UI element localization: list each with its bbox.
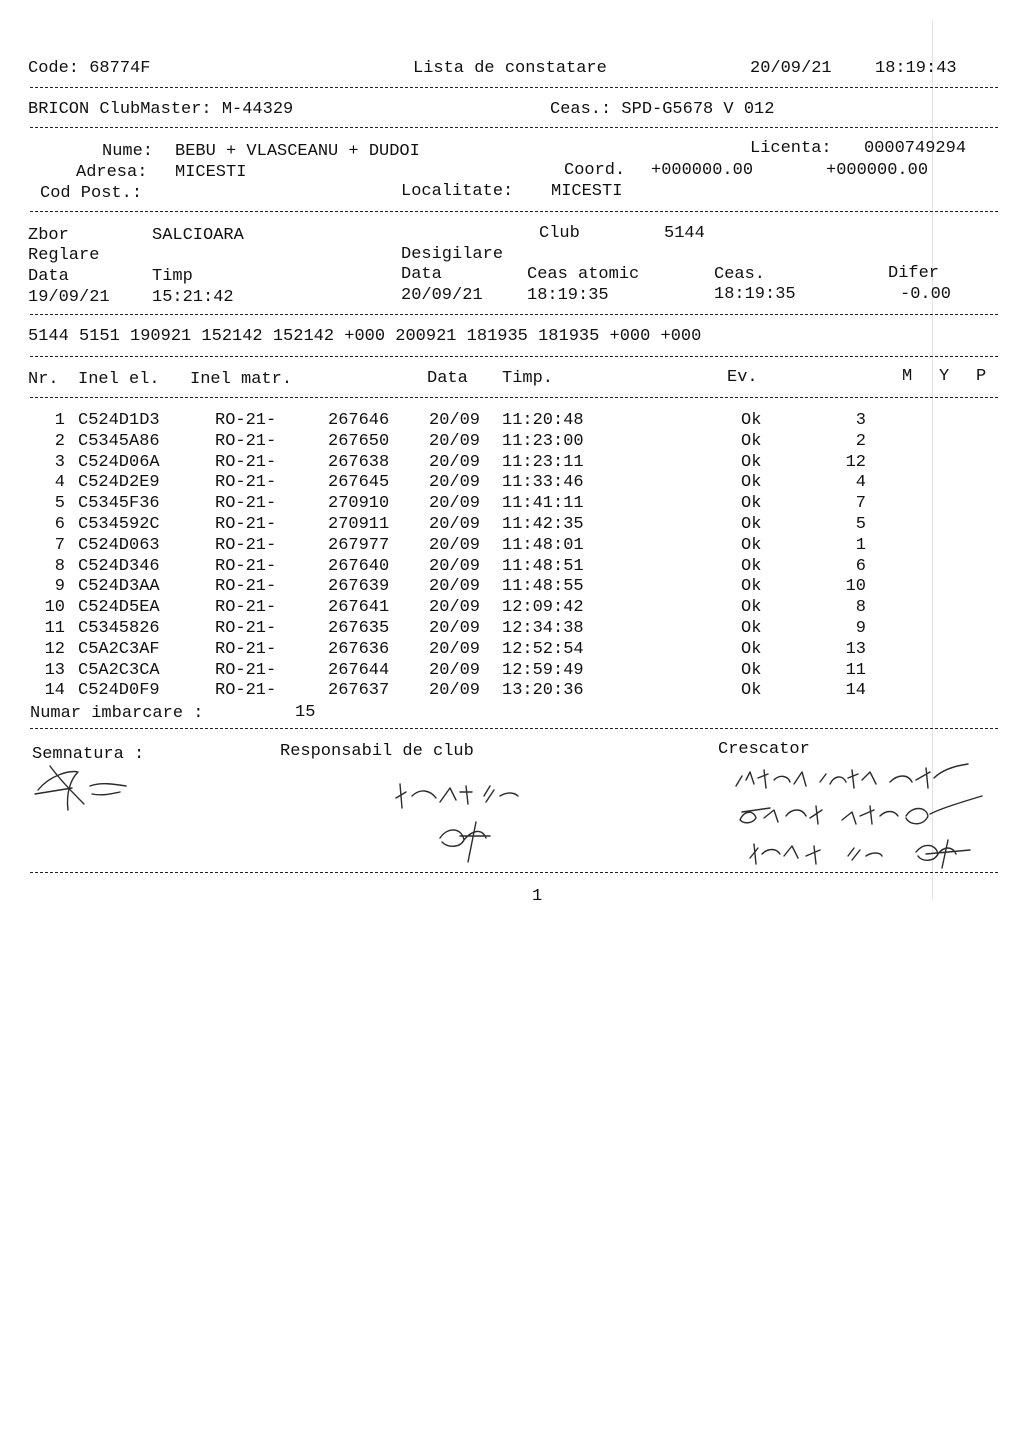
flight-name: SALCIOARA (152, 226, 244, 245)
data-label: Data (28, 267, 69, 286)
row-ring-electronic: C524D1D3 (78, 411, 160, 430)
row-position: 8 (855, 598, 866, 618)
timp-label: Timp (152, 267, 193, 286)
page-number: 1 (532, 887, 543, 906)
row-ring-electronic: C5345A86 (78, 431, 160, 451)
row-event: Ok (741, 473, 762, 493)
difference-value: -0.00 (900, 285, 952, 304)
table-row (0, 557, 1024, 578)
zbor-label: Zbor (28, 226, 69, 245)
row-nr: 12 (44, 639, 65, 659)
row-time: 12:09:42 (502, 598, 584, 618)
row-ring-prefix: RO-21- (215, 411, 277, 430)
reglare-date: 19/09/21 (28, 288, 110, 307)
data-label-2: Data (401, 265, 442, 284)
row-event: Ok (741, 577, 762, 597)
row-position: 9 (855, 619, 866, 638)
row-position: 10 (845, 577, 866, 597)
table-row (0, 494, 1024, 515)
row-ring-number: 267639 (328, 577, 390, 597)
row-nr: 14 (44, 681, 65, 701)
row-ring-number: 267646 (328, 411, 390, 430)
row-date: 20/09 (429, 431, 481, 451)
row-date: 20/09 (429, 598, 481, 618)
row-ring-electronic: C524D063 (78, 535, 160, 555)
row-ring-number: 270910 (328, 494, 390, 514)
row-nr: 4 (54, 473, 65, 493)
row-ring-electronic: C5A2C3AF (78, 639, 160, 659)
row-ring-prefix: RO-21- (215, 639, 277, 659)
print-date: 20/09/21 (750, 59, 832, 78)
clock-id: Ceas.: SPD-G5678 V 012 (550, 100, 775, 119)
table-row (0, 453, 1024, 474)
row-time: 11:41:11 (502, 494, 584, 514)
col-p: P (976, 367, 987, 386)
table-row (0, 577, 1024, 598)
col-data: Data (427, 369, 468, 388)
row-time: 12:52:54 (502, 639, 584, 659)
coord-lon: +000000.00 (826, 161, 929, 180)
difference-label: Difer (888, 264, 940, 283)
row-date: 20/09 (429, 556, 481, 576)
row-position: 3 (855, 411, 866, 430)
table-row (0, 536, 1024, 557)
row-ring-number: 267645 (328, 473, 390, 493)
row-date: 20/09 (429, 619, 481, 638)
divider (30, 127, 998, 128)
row-date: 20/09 (429, 660, 481, 680)
clubmaster-id: BRICON ClubMaster: M-44329 (28, 100, 294, 119)
row-ring-prefix: RO-21- (215, 660, 277, 680)
row-time: 11:23:00 (502, 431, 584, 451)
atomic-clock-label: Ceas atomic (527, 265, 640, 284)
signature-label: Semnatura : (32, 745, 145, 764)
row-ring-number: 267636 (328, 639, 390, 659)
row-event: Ok (741, 431, 762, 451)
row-date: 20/09 (429, 452, 481, 472)
row-ring-number: 267640 (328, 556, 390, 576)
table-row (0, 432, 1024, 453)
atomic-time: 18:19:35 (527, 286, 609, 305)
postcode-label: Cod Post.: (40, 184, 143, 203)
print-time: 18:19:43 (875, 59, 957, 78)
row-date: 20/09 (429, 577, 481, 597)
row-event: Ok (741, 556, 762, 576)
locality: MICESTI (551, 182, 623, 201)
club-responsible-label: Responsabil de club (280, 742, 474, 761)
row-date: 20/09 (429, 494, 481, 514)
row-nr: 10 (44, 598, 65, 618)
col-y: Y (939, 367, 950, 386)
row-ring-electronic: C524D5EA (78, 598, 160, 618)
table-row (0, 681, 1024, 702)
row-position: 4 (855, 473, 866, 493)
row-nr: 2 (54, 431, 65, 451)
table-row (0, 640, 1024, 661)
reglare-label: Reglare (28, 246, 100, 265)
locality-label: Localitate: (401, 182, 514, 201)
row-nr: 7 (54, 535, 65, 555)
row-event: Ok (741, 535, 762, 555)
desigilare-label: Desigilare (401, 245, 504, 264)
divider (30, 872, 998, 873)
row-time: 11:48:01 (502, 535, 584, 555)
license-label: Licenta: (750, 139, 832, 158)
row-date: 20/09 (429, 473, 481, 493)
row-time: 11:20:48 (502, 411, 584, 430)
row-ring-number: 267644 (328, 660, 390, 680)
row-ring-electronic: C524D0F9 (78, 681, 160, 701)
row-event: Ok (741, 411, 762, 430)
owner-name: BEBU + VLASCEANU + DUDOI (175, 142, 420, 161)
row-event: Ok (741, 619, 762, 638)
row-ring-prefix: RO-21- (215, 598, 277, 618)
divider (30, 356, 998, 357)
row-event: Ok (741, 681, 762, 701)
row-event: Ok (741, 452, 762, 472)
row-ring-prefix: RO-21- (215, 473, 277, 493)
breeder-label: Crescator (718, 740, 810, 759)
divider (30, 397, 998, 398)
row-ring-prefix: RO-21- (215, 556, 277, 576)
row-ring-prefix: RO-21- (215, 452, 277, 472)
coord-lat: +000000.00 (651, 161, 754, 180)
row-ring-number: 267638 (328, 452, 390, 472)
owner-address: MICESTI (175, 163, 247, 182)
signature-scrawl (30, 760, 140, 820)
row-nr: 3 (54, 452, 65, 472)
row-ring-number: 267650 (328, 431, 390, 451)
row-time: 12:34:38 (502, 619, 584, 638)
row-event: Ok (741, 660, 762, 680)
club-label: Club (539, 224, 580, 243)
row-ring-prefix: RO-21- (215, 619, 277, 638)
row-date: 20/09 (429, 515, 481, 534)
club-responsible-signature (390, 778, 550, 868)
row-ring-number: 267635 (328, 619, 390, 638)
col-timp: Timp. (502, 369, 554, 388)
row-ring-prefix: RO-21- (215, 494, 277, 514)
row-ring-number: 270911 (328, 515, 390, 534)
row-date: 20/09 (429, 681, 481, 701)
boarding-count: 15 (295, 703, 316, 722)
col-ev: Ev. (727, 368, 758, 387)
row-nr: 1 (54, 411, 65, 430)
row-time: 11:23:11 (502, 452, 584, 472)
row-nr: 8 (54, 556, 65, 576)
col-m: M (902, 367, 913, 386)
col-nr: Nr. (28, 370, 59, 389)
row-time: 12:59:49 (502, 660, 584, 680)
table-row (0, 619, 1024, 640)
divider (30, 87, 998, 88)
row-position: 5 (855, 515, 866, 534)
row-date: 20/09 (429, 639, 481, 659)
address-label: Adresa: (76, 163, 148, 182)
row-ring-electronic: C524D06A (78, 452, 160, 472)
row-ring-number: 267977 (328, 535, 390, 555)
row-position: 1 (855, 535, 866, 555)
table-row (0, 661, 1024, 682)
row-ring-prefix: RO-21- (215, 535, 277, 555)
row-time: 13:20:36 (502, 681, 584, 701)
row-ring-electronic: C5345826 (78, 619, 160, 638)
table-row (0, 411, 1024, 432)
row-date: 20/09 (429, 535, 481, 555)
row-ring-prefix: RO-21- (215, 431, 277, 451)
row-event: Ok (741, 598, 762, 618)
col-inel-matr: Inel matr. (190, 370, 293, 389)
document-code: Code: 68774F (28, 59, 151, 78)
clock-time: 18:19:35 (714, 285, 796, 304)
row-ring-electronic: C5A2C3CA (78, 660, 160, 680)
breeder-signatures (730, 760, 1010, 880)
row-position: 7 (855, 494, 866, 514)
row-time: 11:42:35 (502, 515, 584, 534)
row-ring-prefix: RO-21- (215, 577, 277, 597)
row-event: Ok (741, 494, 762, 514)
row-nr: 9 (54, 577, 65, 597)
row-position: 14 (845, 681, 866, 701)
divider (30, 211, 998, 212)
table-row (0, 473, 1024, 494)
divider (30, 314, 998, 315)
row-position: 13 (845, 639, 866, 659)
row-ring-number: 267641 (328, 598, 390, 618)
row-ring-prefix: RO-21- (215, 681, 277, 701)
row-time: 11:33:46 (502, 473, 584, 493)
reglare-time: 15:21:42 (152, 288, 234, 307)
row-ring-electronic: C5345F36 (78, 494, 160, 514)
row-event: Ok (741, 639, 762, 659)
table-row (0, 598, 1024, 619)
row-position: 11 (845, 660, 866, 680)
row-ring-electronic: C524D3AA (78, 577, 160, 597)
row-time: 11:48:51 (502, 556, 584, 576)
coord-label: Coord. (564, 161, 626, 180)
row-position: 12 (845, 452, 866, 472)
row-position: 2 (855, 431, 866, 451)
license-number: 0000749294 (864, 139, 967, 158)
table-row (0, 515, 1024, 536)
row-nr: 6 (54, 515, 65, 534)
name-label: Nume: (102, 142, 154, 161)
divider (30, 728, 998, 729)
col-inel-el: Inel el. (78, 370, 160, 389)
row-date: 20/09 (429, 411, 481, 430)
row-event: Ok (741, 515, 762, 534)
clock-label: Ceas. (714, 265, 766, 284)
code-line: 5144 5151 190921 152142 152142 +000 200921 181935 181935 +000 +000 (28, 327, 702, 346)
row-ring-electronic: C524D2E9 (78, 473, 160, 493)
desigilare-date: 20/09/21 (401, 286, 483, 305)
boarding-label: Numar imbarcare : (30, 704, 204, 723)
club-number: 5144 (664, 224, 705, 243)
row-nr: 13 (44, 660, 65, 680)
row-ring-electronic: C534592C (78, 515, 160, 534)
row-ring-prefix: RO-21- (215, 515, 277, 534)
row-ring-number: 267637 (328, 681, 390, 701)
row-ring-electronic: C524D346 (78, 556, 160, 576)
row-nr: 11 (44, 619, 65, 638)
row-position: 6 (855, 556, 866, 576)
row-nr: 5 (54, 494, 65, 514)
document-title: Lista de constatare (413, 59, 607, 78)
row-time: 11:48:55 (502, 577, 584, 597)
